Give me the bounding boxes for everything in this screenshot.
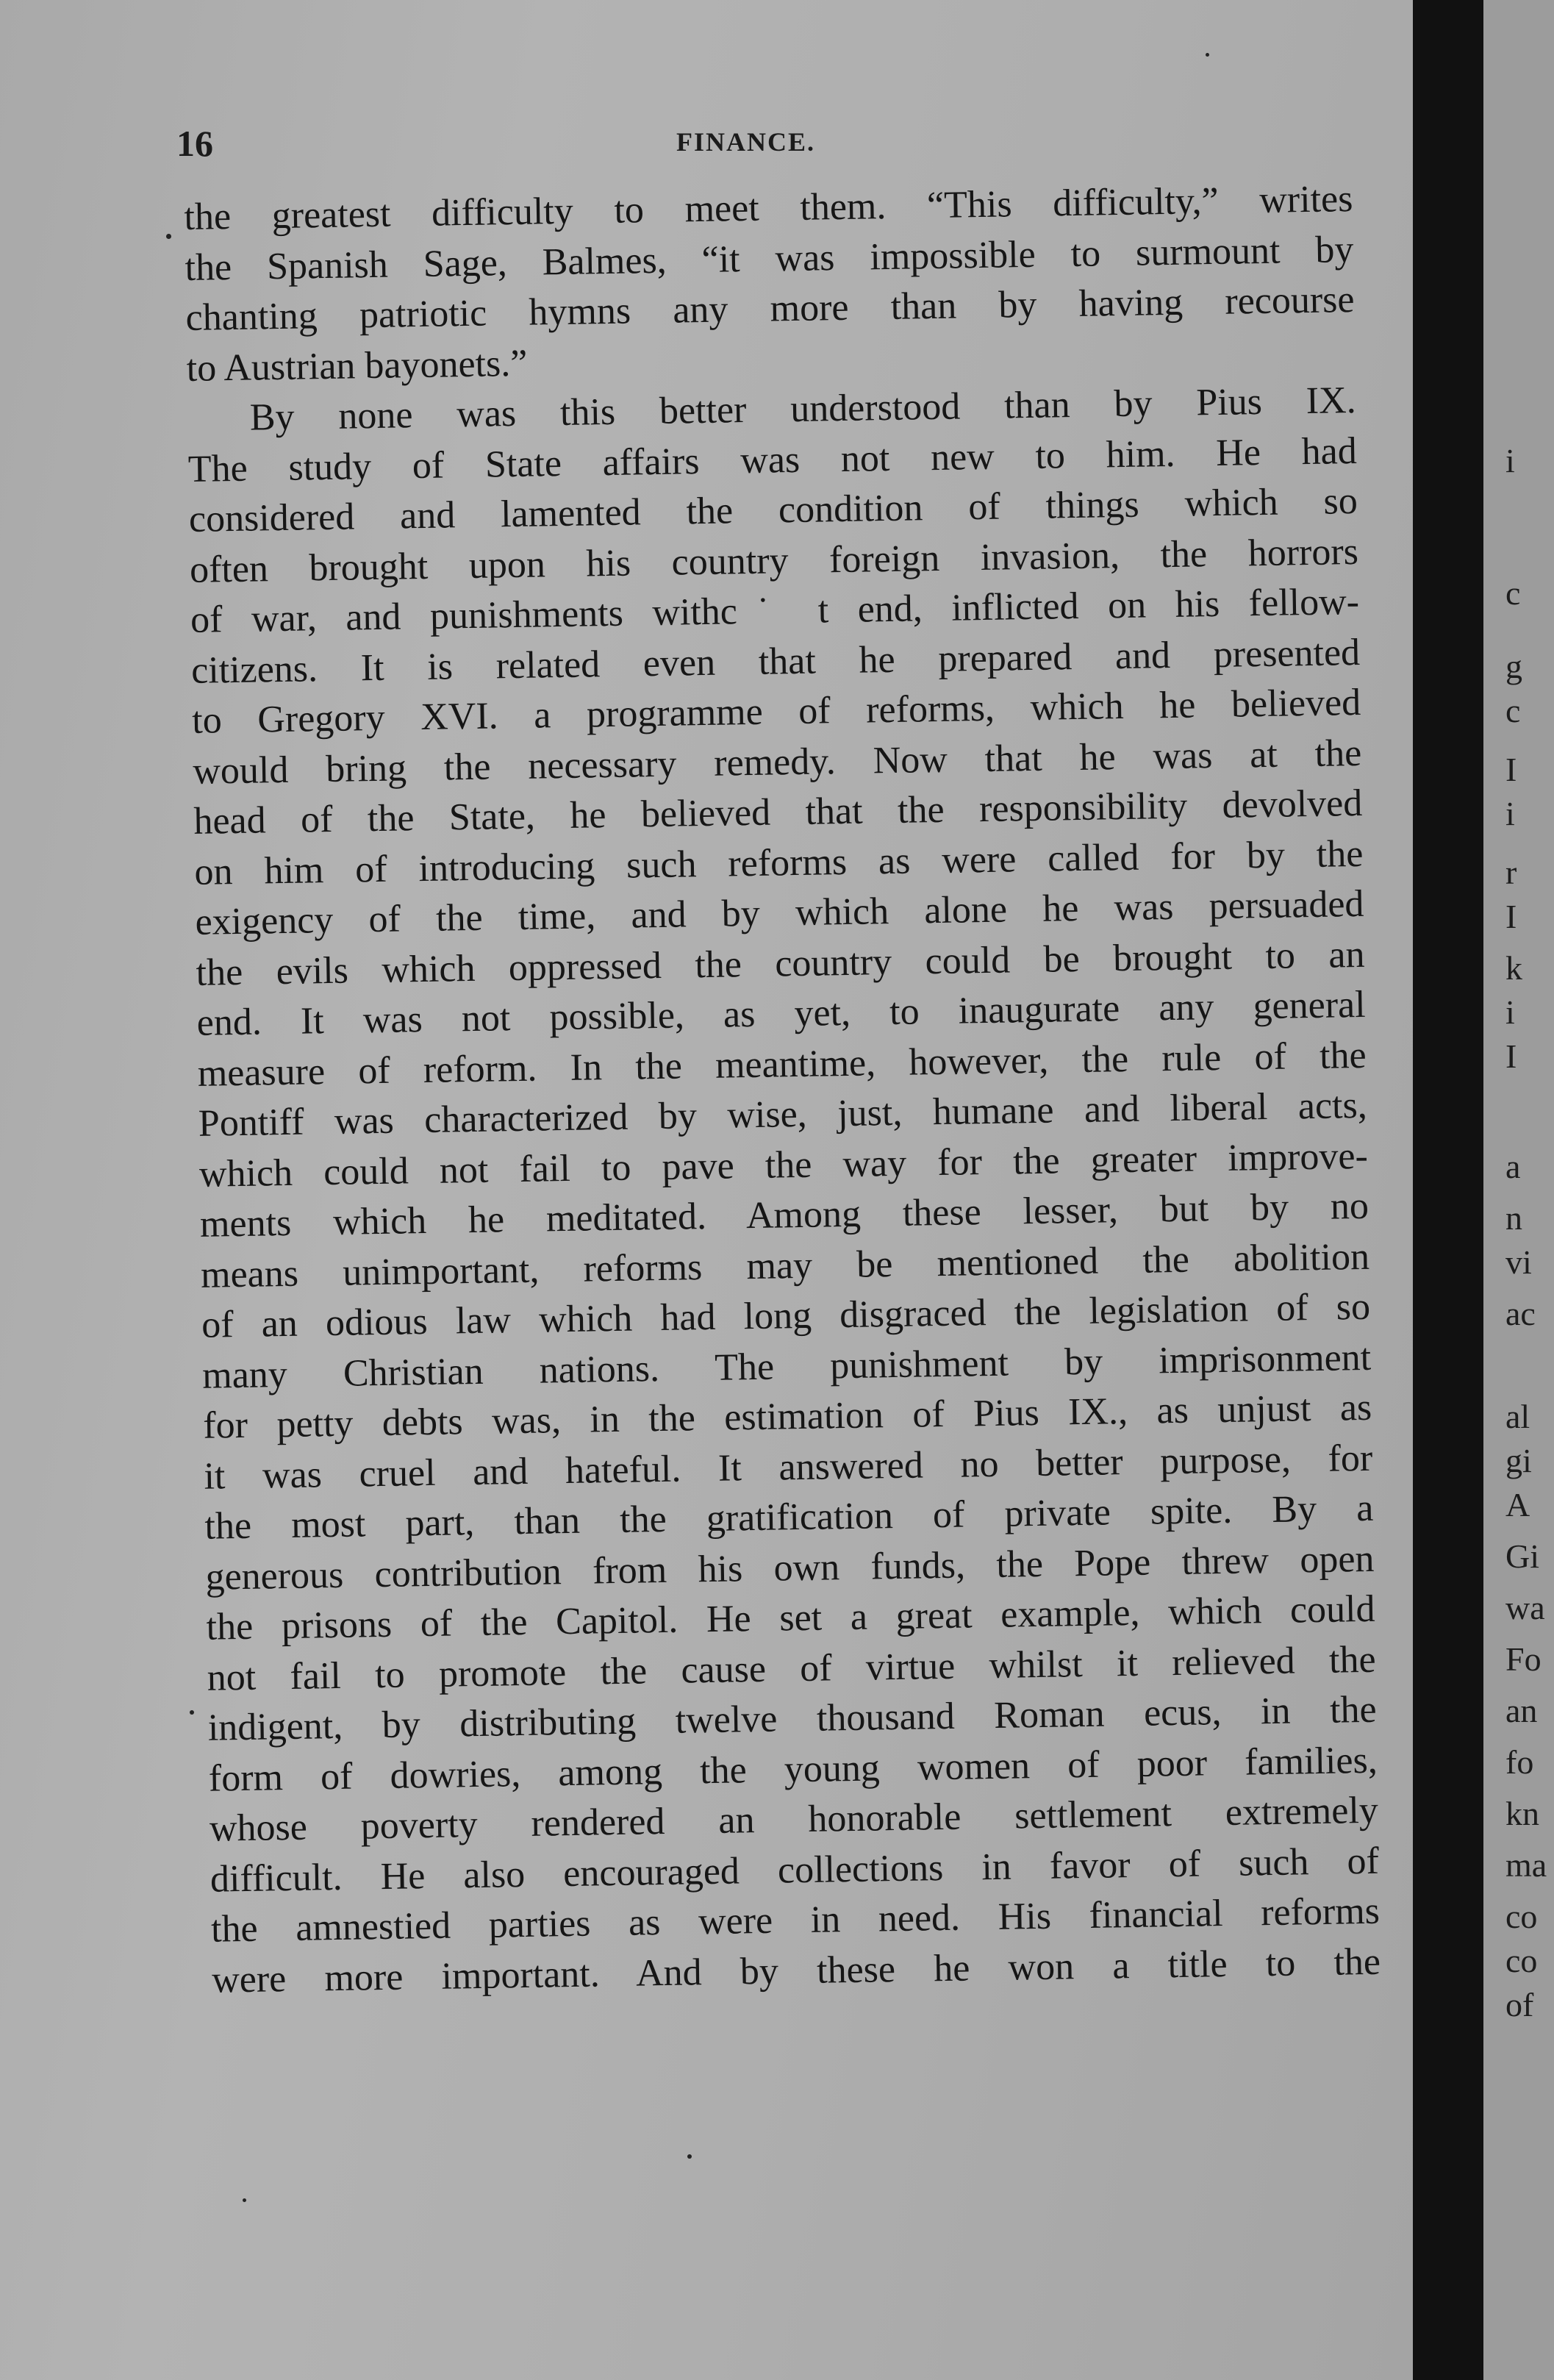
text-line: would bring the necessary remedy. Now that he was at the	[192, 732, 1362, 793]
text-line: Pontiff was characterized by wise, just, humane and liberal acts,	[198, 1084, 1368, 1145]
text-line: the Spanish Sage, Balmes, “it was impossible to surmount by	[185, 228, 1354, 289]
adjacent-page-fragment: ma	[1505, 1846, 1547, 1884]
page-gutter	[1413, 0, 1483, 2380]
adjacent-page-fragment: kn	[1505, 1795, 1539, 1832]
adjacent-page-fragment: A	[1505, 1486, 1530, 1523]
adjacent-page-fragment: fo	[1505, 1743, 1534, 1781]
ink-speck	[166, 234, 171, 239]
body-text	[184, 174, 1381, 2006]
text-line: considered and lamented the condition of things which so	[188, 479, 1358, 540]
text-line: to Gregory XVI. a programme of reforms, which he believed	[191, 681, 1361, 742]
text-line: end. It was not possible, as yet, to inaugurate any general	[196, 983, 1366, 1044]
adjacent-page-fragment: a	[1505, 1148, 1521, 1185]
text-line: the prisons of the Capitol. He set a great example, which could	[206, 1587, 1375, 1648]
text-line: not fail to promote the cause of virtue whilst it relieved the	[207, 1638, 1376, 1699]
text-line: measure of reform. In the meantime, however, the rule of the	[197, 1034, 1367, 1095]
adjacent-page-fragment: I	[1505, 1037, 1517, 1075]
adjacent-page-fragment: I	[1505, 898, 1517, 935]
adjacent-page-fragment: I	[1505, 751, 1517, 788]
text-line: it was cruel and hateful. It answered no better purpose, for	[203, 1437, 1373, 1498]
text-line: on him of introducing such reforms as were called for by the	[194, 832, 1364, 893]
text-line: of an odious law which had long disgraced the legislation of so	[201, 1285, 1371, 1346]
text-line: which could not fail to pave the way for the greater improve-	[198, 1134, 1369, 1196]
page-header	[176, 122, 1323, 166]
text-line: ments which he meditated. Among these lesser, but by no	[199, 1184, 1369, 1246]
adjacent-page-fragment: ac	[1505, 1295, 1536, 1332]
adjacent-page-fragment: Gi	[1505, 1537, 1539, 1575]
text-line: often brought upon his country foreign invasion, the horrors	[189, 530, 1359, 591]
text-line: were more important. And by these he won a title to the	[211, 1940, 1381, 2001]
adjacent-page-fragment: gi	[1505, 1442, 1532, 1479]
text-line: exigency of the time, and by which alone he was persuaded	[195, 882, 1364, 943]
ink-speck	[243, 2198, 246, 2202]
text-line: chanting patriotic hymns any more than by having recourse	[185, 279, 1355, 339]
text-line: many Christian nations. The punishment by imprisonment	[201, 1336, 1372, 1397]
adjacent-page-fragment: g	[1505, 648, 1522, 685]
adjacent-page-fragment: i	[1505, 442, 1515, 479]
text-line: means unimportant, reforms may be mentioned the abolition	[200, 1235, 1370, 1296]
text-line: form of dowries, among the young women of poor families,	[208, 1739, 1378, 1800]
text-line: citizens. It is related even that he prepared and presented	[190, 631, 1361, 692]
adjacent-page-fragment: al	[1505, 1398, 1530, 1435]
page-number: 16	[176, 123, 213, 164]
adjacent-page-fragment: i	[1505, 795, 1515, 832]
text-line: By none was this better understood than by Pius IX.	[249, 379, 1357, 439]
adjacent-page-fragment: vi	[1505, 1243, 1532, 1281]
adjacent-page-fragment: k	[1505, 949, 1522, 987]
adjacent-page-edge	[1483, 0, 1554, 2380]
adjacent-page-fragment: Fo	[1505, 1640, 1542, 1678]
adjacent-page-fragment: an	[1505, 1692, 1538, 1729]
adjacent-page-fragment: wa	[1505, 1589, 1545, 1626]
text-line: for petty debts was, in the estimation of Pius IX., as unjust as	[202, 1386, 1372, 1447]
text-line: head of the State, he believed that the responsibility devolved	[193, 782, 1363, 843]
adjacent-page-fragment: co	[1505, 1942, 1538, 1979]
ink-speck	[190, 1710, 194, 1715]
adjacent-page-fragment: c	[1505, 574, 1521, 612]
adjacent-page-fragment: c	[1505, 692, 1521, 729]
adjacent-page-fragment: of	[1505, 1986, 1534, 2023]
ink-speck	[1206, 53, 1209, 57]
adjacent-page-fragment: i	[1505, 993, 1515, 1031]
text-line: generous contribution from his own funds, the Pope threw open	[205, 1537, 1375, 1598]
adjacent-page-fragment: n	[1505, 1199, 1522, 1237]
adjacent-page-fragment: r	[1505, 854, 1517, 891]
text-line: the greatest difficulty to meet them. “This difficulty,” writes	[184, 178, 1353, 238]
text-line: of war, and punishments withc˙ t end, inflicted on his fellow-	[190, 580, 1360, 641]
text-line: whose poverty rendered an honorable settlement extremely	[209, 1789, 1379, 1850]
text-line: indigent, by distributing twelve thousand Roman ecus, in the	[207, 1688, 1378, 1749]
ink-speck	[687, 2154, 692, 2159]
adjacent-page-fragment: co	[1505, 1898, 1538, 1935]
text-line: the amnestied parties as were in need. His financial reforms	[210, 1890, 1381, 1951]
text-line: difficult. He also encouraged collections in favor of such of	[210, 1840, 1380, 1901]
text-line: to Austrian bayonets.”	[186, 342, 528, 390]
text-line: the evils which oppressed the country could be brought to an	[196, 933, 1365, 994]
text-line: the most part, than the gratification of private spite. By a	[204, 1487, 1374, 1548]
text-line: The study of State affairs was not new to him. He had	[187, 429, 1358, 490]
running-head: FINANCE.	[676, 127, 816, 157]
